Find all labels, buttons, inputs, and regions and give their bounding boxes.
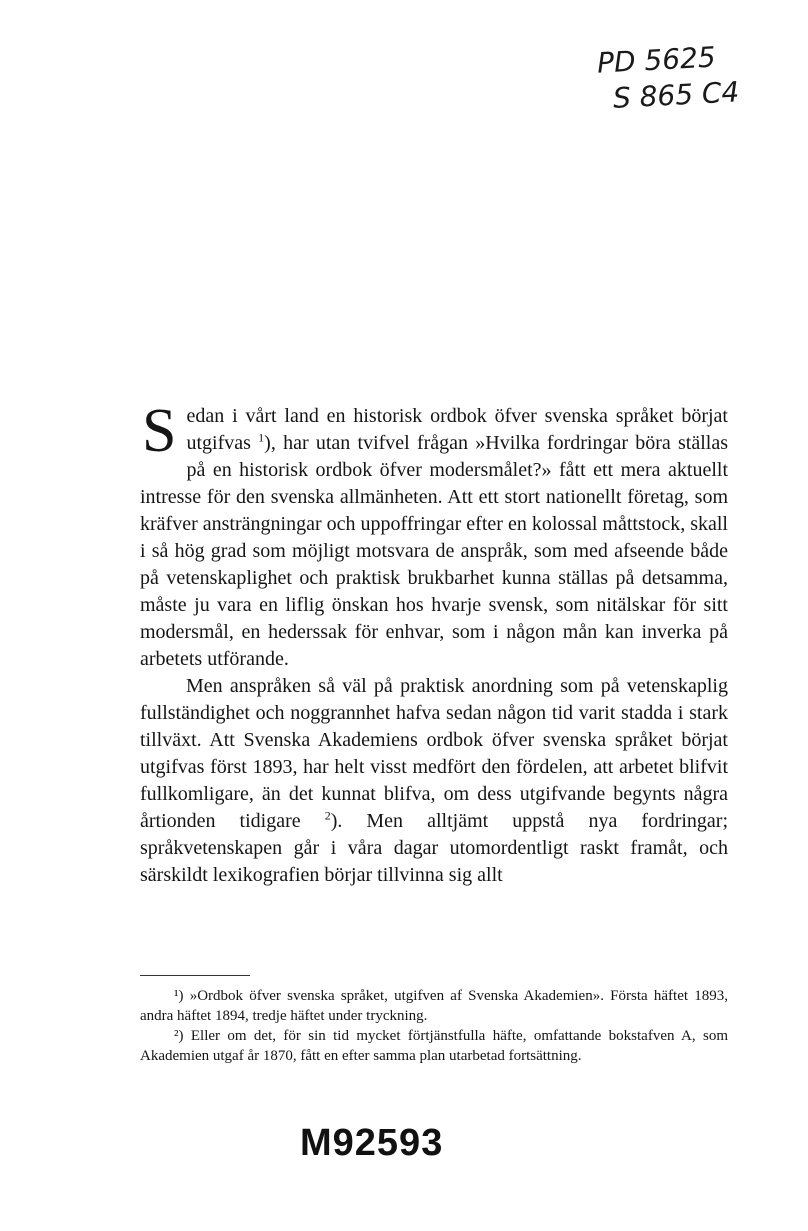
body-text xyxy=(140,397,729,889)
paragraph-1-text: edan i vårt land en historisk ordbok öfver svenska språket börjat utgifvas xyxy=(186,405,728,454)
footnotes xyxy=(140,986,728,1066)
footnote-2: ²) Eller om det, för sin tid mycket förtjänstfulla häfte, omfattande bokstafven A, som Akademien utgaf år 1870, fått en efter samma plan utarbetad fortsättning. xyxy=(140,1028,728,1064)
paragraph-2 xyxy=(140,673,728,889)
footnote-ref-2: 2 xyxy=(324,808,331,823)
shelfmark-line-1: PD 5625 xyxy=(596,40,717,80)
paragraph-2-text-a: Men anspråken så väl på praktisk anordning som på vetenskaplig fullständighet och noggrannhet hafva sedan någon tid varit stadda i stark tillväxt. Att Svenska Akademiens ordbok öfver svenska språket börjat utgifvas först 1893, har helt visst medfört den fördelen, att arbetet blifvit fullkomligare, än det kunnat blifva, om dess utgifvande begynts några årtionden tidigare xyxy=(140,675,728,832)
paragraph-1-continuation: ), har utan tvifvel frågan »Hvilka fordringar böra ställas på en historisk ordbok öfver modersmålet?» fått ett mera aktuellt intresse för den svenska allmänheten. Att ett stort nationellt företag, som kräfver ansträngningar och uppoffringar efter en kolossal måttstock, skall i så hög grad som möjligt motsvara de anspråk, som med afseende både på vetenskaplighet och praktisk brukbarhet kunna ställas på detsamma, måste ju vara en liflig önskan hos hvarje svensk, som nitälskar för sitt modersmål, en hederssak för enhvar, som i någon mån kan inverka på arbetets utförande. xyxy=(140,432,729,670)
library-stamp: M92593 xyxy=(300,1122,444,1164)
paragraph-2-text-b: ). Men alltjämt uppstå nya fordringar; språkvetenskapen går i våra dagar utomordentligt raskt framåt, och särskildt lexikografien börjar tillvinna sig allt xyxy=(140,810,729,886)
footnote-1: ¹) »Ordbok öfver svenska språket, utgifven af Svenska Akademien». Första häftet 1893, andra häftet 1894, tredje häftet under tryckning. xyxy=(140,988,728,1024)
handwritten-shelfmark xyxy=(596,38,740,117)
paragraph-1 xyxy=(140,397,729,673)
shelfmark-line-2: S 865 C4 xyxy=(612,75,741,115)
drop-cap: S xyxy=(142,397,177,465)
footnote-ref-1: 1 xyxy=(258,430,265,445)
footnote-divider xyxy=(140,975,250,976)
